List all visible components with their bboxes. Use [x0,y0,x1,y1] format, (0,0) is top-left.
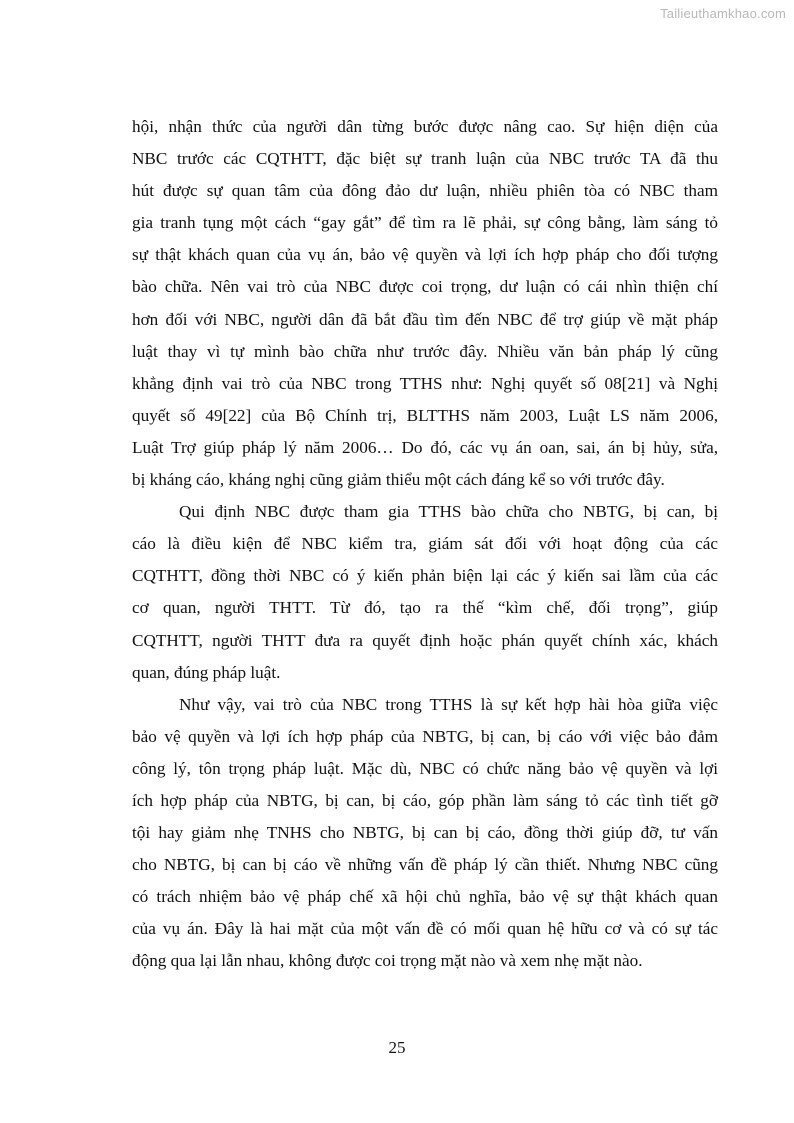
text-line: quyết số 49[22] của Bộ Chính trị, BLTTHS năm 2003, Luật LS năm 2006, [132,405,718,425]
text-line: gia tranh tụng một cách “gay gắt” để tìm ra lẽ phải, sự công bằng, làm sáng tỏ [132,213,718,233]
site-watermark: Tailieuthamkhao.com [660,6,786,21]
text-line: hơn đối với NBC, người dân đã bắt đầu tìm đến NBC để trợ giúp về mặt pháp [132,309,718,329]
text-line: Luật Trợ giúp pháp lý năm 2006… Do đó, các vụ án oan, sai, án bị hủy, sửa, [132,437,718,457]
text-line: công lý, tôn trọng pháp luật. Mặc dù, NBC có chức năng bảo vệ quyền và lợi [132,758,718,778]
text-line: sự thật khách quan của vụ án, bảo vệ quyền và lợi ích hợp pháp cho đối tượng [132,245,718,265]
text-line: luật thay vì tự mình bào chữa như trước đây. Nhiều văn bản pháp lý cũng [132,341,718,361]
text-line: bảo vệ quyền và lợi ích hợp pháp của NBTG, bị can, bị cáo với việc bảo đảm [132,726,718,746]
paragraph-1 [132,111,718,496]
text-line: hội, nhận thức của người dân từng bước được nâng cao. Sự hiện diện của [132,117,718,136]
text-line: cơ quan, người THTT. Từ đó, tạo ra thế “kìm chế, đối trọng”, giúp [132,598,718,618]
text-line: hút được sự quan tâm của đông đảo dư luận, nhiều phiên tòa có NBC tham [132,181,718,201]
text-line: cáo là điều kiện để NBC kiểm tra, giám sát đối với hoạt động của các [132,534,718,554]
document-body [132,111,718,978]
text-line: quan, đúng pháp luật. [132,662,281,682]
text-line: ích hợp pháp của NBTG, bị can, bị cáo, góp phần làm sáng tỏ các tình tiết gỡ [132,790,718,810]
text-line: NBC trước các CQTHTT, đặc biệt sự tranh luận của NBC trước TA đã thu [132,149,718,169]
text-line: Qui định NBC được tham gia TTHS bào chữa cho NBTG, bị can, bị [179,502,718,522]
text-line: bị kháng cáo, kháng nghị cũng giảm thiểu một cách đáng kể so với trước đây. [132,470,665,490]
paragraph-2 [132,496,718,689]
text-line: của vụ án. Đây là hai mặt của một vấn đề có mối quan hệ hữu cơ và có sự tác [132,919,718,939]
paragraph-3 [132,689,718,978]
text-line: CQTHTT, người THTT đưa ra quyết định hoặc phán quyết chính xác, khách [132,630,718,650]
text-line: động qua lại lẫn nhau, không được coi trọng mặt nào và xem nhẹ mặt nào. [132,951,643,971]
text-line: bào chữa. Nên vai trò của NBC được coi trọng, dư luận có cái nhìn thiện chí [132,277,718,297]
text-line: có trách nhiệm bảo vệ pháp chế xã hội chủ nghĩa, bảo vệ sự thật khách quan [132,887,718,907]
page-number: 25 [388,1038,406,1057]
text-line: Như vậy, vai trò của NBC trong TTHS là sự kết hợp hài hòa giữa việc [179,694,718,714]
text-line: khẳng định vai trò của NBC trong TTHS như: Nghị quyết số 08[21] và Nghị [132,373,718,393]
text-line: cho NBTG, bị can bị cáo về những vấn đề pháp lý cần thiết. Nhưng NBC cũng [132,855,718,875]
text-line: CQTHTT, đồng thời NBC có ý kiến phản biện lại các ý kiến sai lầm của các [132,566,718,586]
text-line: tội hay giảm nhẹ TNHS cho NBTG, bị can bị cáo, đồng thời giúp đỡ, tư vấn [132,823,718,843]
